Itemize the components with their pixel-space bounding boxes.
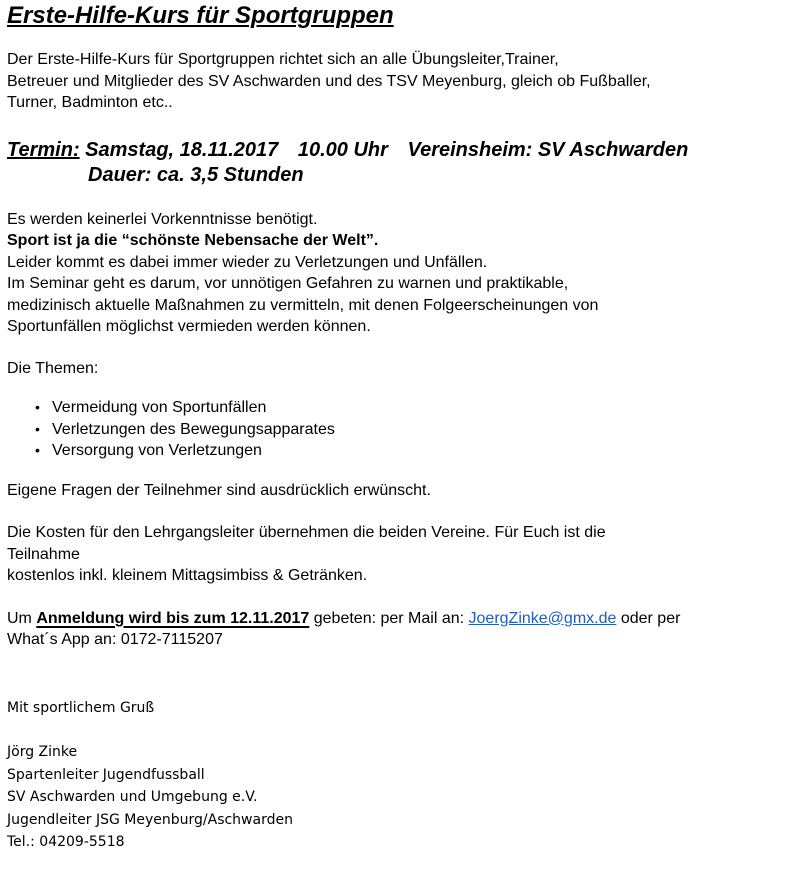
costs-line: kostenlos inkl. kleinem Mittagsimbiss & Getränken. bbox=[7, 567, 368, 584]
signature-phone: Tel.: 04209-5518 bbox=[7, 834, 125, 850]
description-paragraph bbox=[7, 209, 797, 338]
body-line: Leider kommt es dabei immer wieder zu Verletzungen und Unfällen. bbox=[7, 253, 488, 271]
signup-middle: gebeten: per Mail an: bbox=[309, 609, 469, 627]
body-line: medizinisch aktuelle Maßnahmen zu vermitteln, mit denen Folgeerscheinungen von bbox=[7, 296, 599, 314]
intro-paragraph bbox=[7, 49, 797, 114]
list-item bbox=[35, 397, 797, 419]
questions-text: Eigene Fragen der Teilnehmer sind ausdrücklich erwünscht. bbox=[7, 481, 431, 499]
registration-deadline: Anmeldung wird bis zum 12.11.2017 bbox=[36, 609, 310, 627]
page-title: Erste-Hilfe-Kurs für Sportgruppen bbox=[7, 2, 394, 29]
theme-label: Vermeidung von Sportunfällen bbox=[52, 399, 267, 416]
themes-heading: Die Themen: bbox=[7, 359, 99, 377]
appointment-block bbox=[7, 138, 797, 188]
signature-line: Spartenleiter Jugendfussball bbox=[7, 766, 205, 783]
signup-prefix: Um bbox=[7, 609, 37, 627]
theme-label: Verletzungen des Bewegungsapparates bbox=[52, 420, 335, 438]
document bbox=[7, 0, 797, 854]
appointment-date: Samstag, 18.11.2017 bbox=[85, 138, 279, 161]
intro-line: Betreuer und Mitglieder des SV Aschwarden und des TSV Meyenburg, gleich ob Fußballer, bbox=[7, 72, 651, 90]
theme-label: Versorgung von Verletzungen bbox=[52, 442, 262, 459]
themes-list bbox=[7, 397, 797, 462]
list-item bbox=[35, 440, 797, 462]
signup-paragraph bbox=[7, 608, 797, 651]
body-line: Sportunfällen möglichst vermieden werden können. bbox=[7, 318, 371, 335]
appointment-label: Termin: bbox=[7, 138, 80, 161]
whatsapp-line: What´s App an: 0172-7115207 bbox=[7, 631, 223, 648]
appointment-place: Vereinsheim: SV Aschwarden bbox=[407, 138, 689, 161]
intro-line: Der Erste-Hilfe-Kurs für Sportgruppen richtet sich an alle Übungsleiter,Trainer, bbox=[7, 51, 559, 68]
greeting-text: Mit sportlichem Gruß bbox=[7, 699, 155, 716]
duration-line bbox=[7, 163, 797, 188]
costs-line: Teilnahme bbox=[7, 545, 80, 563]
signup-suffix: oder per bbox=[616, 609, 681, 627]
signature-line: SV Aschwarden und Umgebung e.V. bbox=[7, 789, 258, 805]
signature-name: Jörg Zinke bbox=[7, 744, 78, 760]
email-link[interactable]: JoergZinke@gmx.de bbox=[468, 609, 617, 627]
appointment-line bbox=[7, 138, 797, 163]
bullet-icon: • bbox=[35, 442, 40, 458]
bullet-icon: • bbox=[35, 420, 40, 437]
costs-paragraph bbox=[7, 522, 797, 587]
signup-line bbox=[7, 608, 797, 630]
appointment-time: 10.00 Uhr bbox=[297, 138, 388, 161]
intro-line: Turner, Badminton etc.. bbox=[7, 94, 173, 111]
appointment-duration: Dauer: ca. 3,5 Stunden bbox=[88, 163, 304, 186]
body-line: Im Seminar geht es darum, vor unnötigen Gefahren zu warnen und praktikable, bbox=[7, 275, 569, 292]
costs-line: Die Kosten für den Lehrgangsleiter übernehmen die beiden Vereine. Für Euch ist die bbox=[7, 524, 606, 541]
prereq-text: Es werden keinerlei Vorkenntnisse benötigt. bbox=[7, 210, 318, 228]
signature-block bbox=[7, 741, 797, 854]
signature-line: Jugendleiter JSG Meyenburg/Aschwarden bbox=[7, 811, 293, 828]
motto-text: Sport ist ja die “schönste Nebensache der Welt”. bbox=[7, 232, 379, 249]
list-item bbox=[35, 419, 797, 441]
bullet-icon: • bbox=[35, 399, 40, 415]
